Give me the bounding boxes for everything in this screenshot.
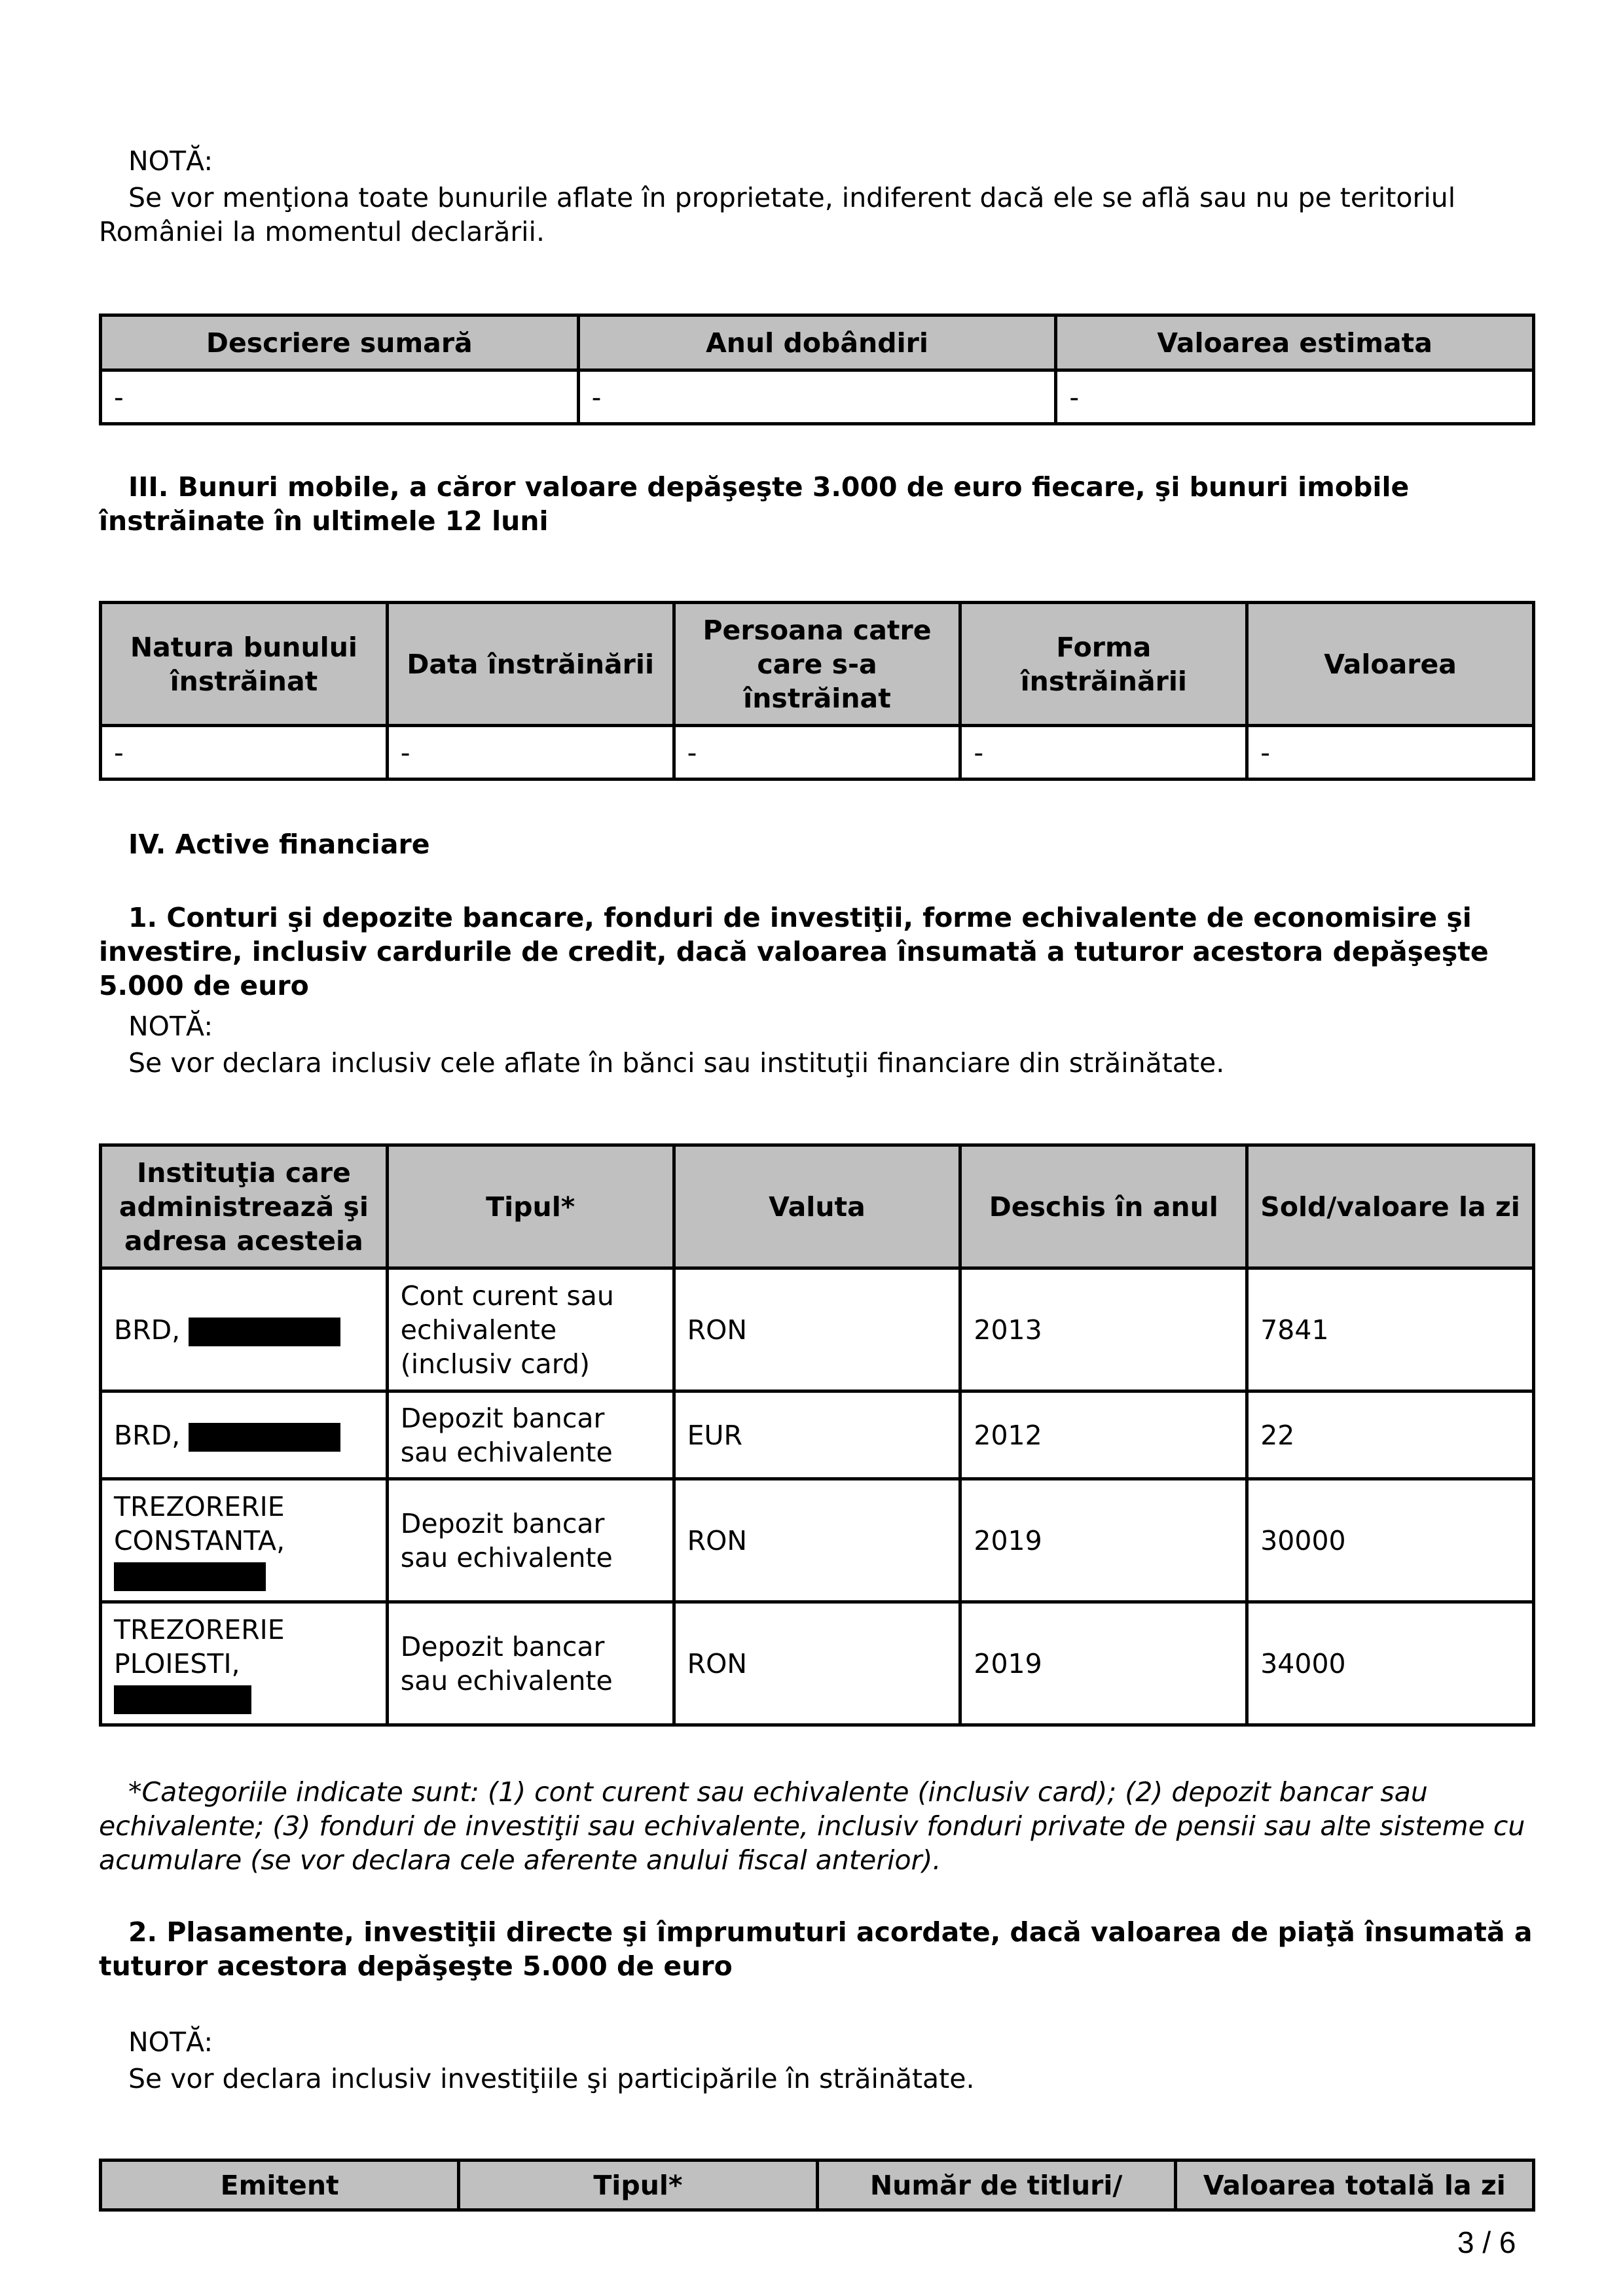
nota-label: NOTĂ:	[128, 1011, 213, 1042]
table-header-row	[101, 315, 1534, 370]
redaction-bar	[114, 1685, 251, 1714]
year-cell: 2019	[960, 1479, 1247, 1602]
nota-text: Se vor menţiona toate bunurile aflate în proprietate, indiferent dacă ele se află sau nu pe teritoriul României la momentul declarării.	[99, 182, 1456, 247]
header-data: Data înstrăinării	[387, 603, 674, 726]
table-conturi	[99, 1143, 1535, 1727]
nota-text: Se vor declara inclusiv investiţiile şi participările în străinătate.	[128, 2063, 975, 2094]
nota-text: Se vor declara inclusiv cele aflate în bănci sau instituţii financiare din străinătate.	[128, 1047, 1225, 1079]
section-4-title: IV. Active financiare	[128, 829, 430, 860]
table-cell: -	[387, 726, 674, 780]
currency-cell: EUR	[674, 1391, 960, 1479]
currency-cell: RON	[674, 1479, 960, 1602]
table-imobile	[99, 314, 1535, 425]
table-cell: -	[101, 726, 388, 780]
header-emitent: Emitent	[101, 2161, 459, 2210]
institution-city: CONSTANTA,	[114, 1524, 285, 1556]
type-cell: Depozit bancar sau echivalente	[387, 1602, 674, 1725]
header-valoarea: Valoarea	[1247, 603, 1534, 726]
balance-cell: 7841	[1247, 1268, 1534, 1391]
table-row	[101, 370, 1534, 424]
type-cell: Cont curent sau echivalente (inclusiv card)	[387, 1268, 674, 1391]
nota-label: NOTĂ:	[128, 2026, 213, 2058]
balance-cell: 30000	[1247, 1479, 1534, 1602]
institution-name: TREZORERIE	[114, 1490, 285, 1522]
section-3-title: III. Bunuri mobile, a căror valoare depăşeşte 3.000 de euro fiecare, şi bunuri imobile înstrăinate în ultimele 12 luni	[99, 471, 1410, 537]
type-cell: Depozit bancar sau echivalente	[387, 1391, 674, 1479]
institution-cell	[101, 1602, 388, 1725]
header-natura: Natura bunului înstrăinat	[101, 603, 388, 726]
institution-city: PLOIESTI,	[114, 1647, 240, 1679]
table-cell: -	[674, 726, 960, 780]
table-row	[101, 1391, 1534, 1479]
footnote: *Categoriile indicate sunt: (1) cont curent sau echivalente (inclusiv card); (2) depozit bancar sau echivalente; (3) fonduri de investiţii sau echivalente, inclusiv fonduri private de pensii sau alte sisteme cu acumulare (se vor declara cele aferente anului fiscal anterior).	[99, 1776, 1525, 1876]
redaction-bar	[189, 1318, 340, 1346]
redaction-bar	[114, 1562, 266, 1591]
currency-cell: RON	[674, 1268, 960, 1391]
year-cell: 2019	[960, 1602, 1247, 1725]
table-cell: -	[101, 370, 579, 424]
table-plasamente	[99, 2159, 1535, 2212]
header-descriere: Descriere sumară	[101, 315, 579, 370]
header-anul: Anul dobândiri	[578, 315, 1056, 370]
header-valoarea-totala: Valoarea totală la zi	[1175, 2161, 1533, 2210]
year-cell: 2012	[960, 1391, 1247, 1479]
type-cell: Depozit bancar sau echivalente	[387, 1479, 674, 1602]
table-row	[101, 1268, 1534, 1391]
table-instrainate	[99, 601, 1535, 781]
year-cell: 2013	[960, 1268, 1247, 1391]
table-header-row	[101, 2161, 1534, 2210]
header-valoarea: Valoarea estimata	[1056, 315, 1534, 370]
header-forma: Forma înstrăinării	[960, 603, 1247, 726]
section-4-2-title: 2. Plasamente, investiţii directe şi împrumuturi acordate, dacă valoarea de piaţă însumată a tuturor acestora depăşeşte 5.000 de euro	[99, 1916, 1533, 1982]
table-row	[101, 1479, 1534, 1602]
header-valuta: Valuta	[674, 1145, 960, 1268]
balance-cell: 34000	[1247, 1602, 1534, 1725]
institution-cell	[101, 1268, 388, 1391]
institution-name: TREZORERIE	[114, 1613, 285, 1645]
header-deschis: Deschis în anul	[960, 1145, 1247, 1268]
table-header-row	[101, 603, 1534, 726]
page-number: 3 / 6	[1457, 2225, 1516, 2259]
header-sold: Sold/valoare la zi	[1247, 1145, 1534, 1268]
table-row	[101, 1602, 1534, 1725]
header-tipul: Tipul*	[387, 1145, 674, 1268]
table-cell: -	[1056, 370, 1534, 424]
section-4-1-title: 1. Conturi şi depozite bancare, fonduri de investiţii, forme echivalente de economisire şi investire, inclusiv cardurile de credit, dacă valoarea însumată a tuturor acestora depăşeşte 5.000 de euro	[99, 902, 1489, 1001]
redaction-bar	[189, 1423, 340, 1452]
nota-label: NOTĂ:	[128, 145, 213, 177]
table-cell: -	[960, 726, 1247, 780]
header-institutia: Instituţia care administrează şi adresa acesteia	[101, 1145, 388, 1268]
header-persoana: Persoana catre care s-a înstrăinat	[674, 603, 960, 726]
table-cell: -	[578, 370, 1056, 424]
header-numar: Număr de titluri/	[817, 2161, 1175, 2210]
institution-cell	[101, 1479, 388, 1602]
currency-cell: RON	[674, 1602, 960, 1725]
institution-cell	[101, 1391, 388, 1479]
institution-name: BRD,	[114, 1314, 181, 1346]
institution-name: BRD,	[114, 1419, 181, 1451]
table-header-row	[101, 1145, 1534, 1268]
header-tipul: Tipul*	[459, 2161, 817, 2210]
table-row	[101, 726, 1534, 780]
balance-cell: 22	[1247, 1391, 1534, 1479]
table-cell: -	[1247, 726, 1534, 780]
